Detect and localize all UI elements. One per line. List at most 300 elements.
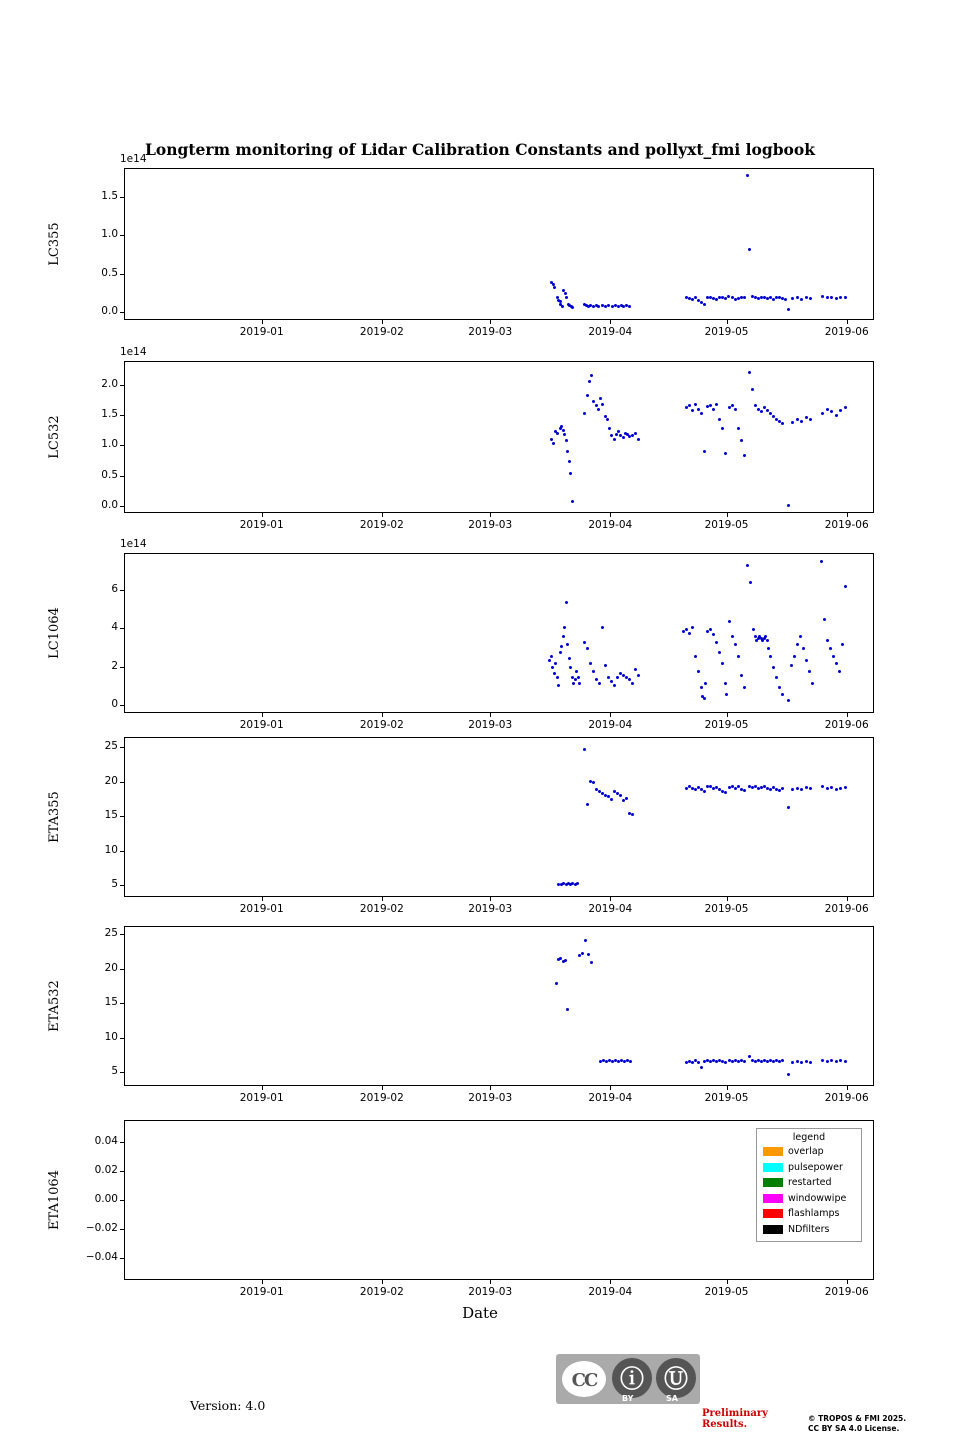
legend-label: windowwipe — [788, 1192, 847, 1204]
legend-swatch-overlap — [763, 1147, 783, 1156]
x-tick-mark — [490, 897, 491, 901]
y-tick-label: −0.04 — [85, 1251, 118, 1264]
data-point — [841, 643, 844, 646]
plot-panel-eta355 — [124, 737, 874, 897]
data-point — [823, 618, 826, 621]
x-tick-label: 2019-03 — [468, 1286, 513, 1298]
y-axis-offset-label: 1e14 — [120, 153, 147, 165]
x-tick-label: 2019-03 — [468, 719, 513, 731]
data-point — [820, 560, 823, 563]
data-point — [566, 450, 569, 453]
x-tick-mark — [382, 897, 383, 901]
data-point — [613, 684, 616, 687]
data-point — [631, 682, 634, 685]
data-point — [697, 1061, 700, 1064]
data-point — [775, 676, 778, 679]
data-point — [796, 787, 799, 790]
legend-item-flashlamps — [763, 1206, 855, 1222]
x-tick-mark — [727, 513, 728, 517]
data-point — [560, 645, 563, 648]
y-tick-label: 2.0 — [101, 378, 118, 391]
x-axis-label: Date — [462, 1304, 498, 1322]
legend-label: flashlamps — [788, 1208, 840, 1220]
data-point — [557, 684, 560, 687]
y-tick-label: 6 — [111, 582, 118, 595]
data-point — [749, 581, 752, 584]
y-axis-label-eta1064: ETA1064 — [47, 1170, 62, 1230]
data-point — [556, 676, 559, 679]
data-point — [610, 434, 613, 437]
data-point — [590, 961, 593, 964]
data-point — [715, 641, 718, 644]
x-tick-label: 2019-01 — [239, 326, 284, 338]
data-point — [551, 666, 554, 669]
y-axis-label-lc355: LC355 — [47, 222, 62, 266]
preliminary-line-1: Preliminary — [702, 1408, 768, 1419]
data-point — [805, 296, 808, 299]
x-tick-mark — [727, 1086, 728, 1090]
data-point — [601, 626, 604, 629]
data-point — [835, 1060, 838, 1063]
data-point — [700, 686, 703, 689]
data-point — [566, 1008, 569, 1011]
data-point — [743, 454, 746, 457]
data-point — [781, 1059, 784, 1062]
data-point — [607, 676, 610, 679]
data-point — [578, 954, 581, 957]
data-point — [832, 655, 835, 658]
data-point — [748, 248, 751, 251]
y-axis-label-eta532: ETA532 — [47, 980, 62, 1032]
data-point — [763, 406, 766, 409]
data-point — [629, 1060, 632, 1063]
data-point — [740, 674, 743, 677]
data-point — [553, 672, 556, 675]
data-point — [781, 693, 784, 696]
data-point — [737, 427, 740, 430]
y-tick-label: 1.5 — [101, 408, 118, 421]
x-tick-mark — [610, 713, 611, 717]
x-tick-label: 2019-01 — [239, 903, 284, 915]
data-point — [791, 1061, 794, 1064]
data-point — [550, 655, 553, 658]
data-point — [838, 670, 841, 673]
x-tick-label: 2019-06 — [824, 519, 869, 531]
data-point — [565, 296, 568, 299]
data-point — [592, 781, 595, 784]
x-tick-mark — [262, 1280, 263, 1284]
data-point — [724, 791, 727, 794]
x-tick-mark — [610, 320, 611, 324]
data-point — [565, 601, 568, 604]
data-point — [565, 439, 568, 442]
data-point — [800, 298, 803, 301]
data-point — [604, 305, 607, 308]
version-text: Version: 4.0 — [190, 1398, 266, 1413]
y-tick-label: 10 — [104, 843, 118, 856]
x-tick-label: 2019-01 — [239, 1092, 284, 1104]
x-tick-label: 2019-02 — [359, 1092, 404, 1104]
axes-area — [124, 737, 874, 897]
data-point — [563, 626, 566, 629]
x-tick-label: 2019-06 — [824, 1286, 869, 1298]
data-point — [715, 298, 718, 301]
data-point — [781, 422, 784, 425]
data-point — [734, 643, 737, 646]
plot-panel-lc532 — [124, 361, 874, 513]
data-point — [577, 676, 580, 679]
data-point — [754, 404, 757, 407]
data-point — [760, 410, 763, 413]
data-point — [697, 670, 700, 673]
y-tick-label: 4 — [111, 621, 118, 634]
data-point — [592, 670, 595, 673]
data-point — [564, 959, 567, 962]
x-tick-label: 2019-04 — [588, 326, 633, 338]
data-point — [772, 415, 775, 418]
data-point — [796, 1060, 799, 1063]
data-point — [583, 641, 586, 644]
x-tick-mark — [727, 1280, 728, 1284]
legend-swatch-pulsepower — [763, 1163, 783, 1172]
data-point — [769, 412, 772, 415]
plot-panel-eta532 — [124, 926, 874, 1086]
x-tick-label: 2019-04 — [588, 903, 633, 915]
data-point — [694, 403, 697, 406]
data-point — [601, 403, 604, 406]
copyright-note — [808, 1414, 906, 1433]
data-point — [694, 296, 697, 299]
data-point — [691, 298, 694, 301]
y-tick-label: 25 — [104, 740, 118, 753]
page-title: Longterm monitoring of Lidar Calibration Constants and pollyxt_fmi logbook — [145, 140, 815, 159]
data-point — [562, 289, 565, 292]
x-tick-mark — [610, 1280, 611, 1284]
data-point — [800, 1061, 803, 1064]
data-point — [821, 295, 824, 298]
y-tick-label: 0.0 — [101, 498, 118, 511]
data-point — [821, 785, 824, 788]
data-point — [805, 1060, 808, 1063]
data-point — [608, 427, 611, 430]
data-point — [718, 651, 721, 654]
data-point — [607, 795, 610, 798]
legend-label: overlap — [788, 1146, 824, 1158]
data-point — [586, 394, 589, 397]
x-tick-label: 2019-05 — [704, 519, 749, 531]
data-point — [592, 400, 595, 403]
data-point — [685, 787, 688, 790]
data-point — [586, 647, 589, 650]
copyright-line-1: © TROPOS & FMI 2025. — [808, 1414, 907, 1423]
y-tick-label: 1.5 — [101, 189, 118, 202]
x-tick-mark — [262, 1086, 263, 1090]
x-tick-mark — [727, 320, 728, 324]
legend-label: NDfilters — [788, 1223, 830, 1235]
data-point — [586, 803, 589, 806]
data-point — [728, 620, 731, 623]
data-point — [809, 1061, 812, 1064]
data-point — [791, 297, 794, 300]
y-axis-label-lc1064: LC1064 — [47, 607, 62, 659]
data-point — [617, 430, 620, 433]
data-point — [743, 1060, 746, 1063]
data-point — [700, 412, 703, 415]
cc-by-glyph: ⓘ — [620, 1364, 644, 1393]
data-point — [606, 418, 609, 421]
legend-swatch-flashlamps — [763, 1209, 783, 1218]
y-axis-offset-label: 1e14 — [120, 538, 147, 550]
data-point — [599, 397, 602, 400]
x-tick-mark — [490, 513, 491, 517]
data-point — [805, 416, 808, 419]
data-point — [728, 406, 731, 409]
data-point — [772, 298, 775, 301]
x-tick-label: 2019-06 — [824, 326, 869, 338]
data-point — [597, 305, 600, 308]
data-point — [637, 438, 640, 441]
plot-panel-lc355 — [124, 168, 874, 320]
data-point — [781, 787, 784, 790]
x-tick-label: 2019-06 — [824, 1092, 869, 1104]
data-point — [685, 628, 688, 631]
x-tick-label: 2019-04 — [588, 1286, 633, 1298]
legend-item-restarted — [763, 1175, 855, 1191]
data-point — [572, 682, 575, 685]
y-tick-label: 5 — [111, 1065, 118, 1078]
legend-item-overlap — [763, 1144, 855, 1160]
data-point — [844, 585, 847, 588]
data-point — [727, 295, 730, 298]
y-tick-label: 5 — [111, 878, 118, 891]
x-tick-mark — [382, 1280, 383, 1284]
data-point — [598, 682, 601, 685]
x-tick-label: 2019-03 — [468, 519, 513, 531]
data-point — [622, 436, 625, 439]
data-point — [802, 647, 805, 650]
data-point — [746, 174, 749, 177]
x-tick-mark — [847, 897, 848, 901]
data-point — [796, 418, 799, 421]
x-tick-label: 2019-06 — [824, 719, 869, 731]
data-point — [731, 635, 734, 638]
data-point — [550, 438, 553, 441]
data-point — [830, 410, 833, 413]
x-tick-mark — [727, 713, 728, 717]
data-point — [805, 786, 808, 789]
data-point — [767, 647, 770, 650]
data-point — [700, 788, 703, 791]
x-tick-mark — [262, 713, 263, 717]
data-point — [740, 439, 743, 442]
axes-area — [124, 168, 874, 320]
y-tick-label: 0 — [111, 698, 118, 711]
data-point — [562, 429, 565, 432]
legend-label: pulsepower — [788, 1161, 843, 1173]
data-point — [712, 633, 715, 636]
data-point — [778, 686, 781, 689]
x-tick-label: 2019-02 — [359, 519, 404, 531]
data-point — [835, 414, 838, 417]
x-tick-label: 2019-05 — [704, 903, 749, 915]
data-point — [725, 693, 728, 696]
y-axis-label-lc532: LC532 — [47, 415, 62, 459]
x-tick-label: 2019-04 — [588, 719, 633, 731]
axes-area — [124, 361, 874, 513]
data-point — [787, 504, 790, 507]
data-point — [721, 427, 724, 430]
data-point — [697, 408, 700, 411]
data-point — [568, 460, 571, 463]
data-point — [844, 296, 847, 299]
data-point — [712, 408, 715, 411]
data-point — [809, 297, 812, 300]
cc-by-label: BY — [622, 1394, 634, 1403]
data-point — [805, 659, 808, 662]
data-point — [752, 628, 755, 631]
data-point — [826, 787, 829, 790]
x-tick-mark — [382, 513, 383, 517]
data-point — [595, 404, 598, 407]
data-point — [590, 374, 593, 377]
data-point — [682, 630, 685, 633]
data-point — [561, 305, 564, 308]
y-tick-label: −0.02 — [85, 1222, 118, 1235]
x-tick-mark — [382, 320, 383, 324]
legend-title: legend — [792, 1132, 826, 1143]
data-point — [553, 286, 556, 289]
data-point — [809, 787, 812, 790]
copyright-line-2: CC BY SA 4.0 License. — [808, 1423, 900, 1433]
x-tick-label: 2019-04 — [588, 519, 633, 531]
data-point — [766, 409, 769, 412]
data-point — [576, 882, 579, 885]
data-point — [569, 666, 572, 669]
data-point — [835, 788, 838, 791]
data-point — [691, 409, 694, 412]
data-point — [691, 626, 694, 629]
x-tick-mark — [610, 897, 611, 901]
x-tick-mark — [262, 513, 263, 517]
data-point — [796, 296, 799, 299]
data-point — [715, 403, 718, 406]
data-point — [772, 666, 775, 669]
data-point — [830, 786, 833, 789]
x-tick-mark — [490, 1086, 491, 1090]
y-tick-label: 10 — [104, 1030, 118, 1043]
legend-item-windowwipe — [763, 1191, 855, 1207]
data-point — [595, 678, 598, 681]
cc-sa-glyph: Ⓤ — [664, 1364, 688, 1393]
y-axis-label-eta355: ETA355 — [47, 791, 62, 843]
x-tick-mark — [382, 1086, 383, 1090]
data-point — [694, 655, 697, 658]
data-point — [578, 682, 581, 685]
x-tick-label: 2019-02 — [359, 326, 404, 338]
data-point — [619, 794, 622, 797]
data-point — [703, 303, 706, 306]
legend-item-pulsepower — [763, 1160, 855, 1176]
cc-by-icon — [612, 1358, 652, 1398]
data-point — [703, 697, 706, 700]
data-point — [622, 799, 625, 802]
x-tick-label: 2019-04 — [588, 1092, 633, 1104]
legend-swatch-ndfilters — [763, 1225, 783, 1234]
data-point — [568, 657, 571, 660]
data-point — [694, 788, 697, 791]
x-tick-label: 2019-03 — [468, 1092, 513, 1104]
data-point — [787, 308, 790, 311]
x-tick-mark — [847, 713, 848, 717]
data-point — [589, 662, 592, 665]
y-tick-label: 20 — [104, 961, 118, 974]
preliminary-line-2: Results. — [702, 1419, 748, 1430]
legend-label: restarted — [788, 1177, 832, 1189]
data-point — [839, 787, 842, 790]
y-tick-label: 0.02 — [94, 1163, 118, 1176]
data-point — [556, 432, 559, 435]
data-point — [555, 982, 558, 985]
x-tick-mark — [727, 897, 728, 901]
data-point — [844, 1060, 847, 1063]
x-tick-label: 2019-02 — [359, 719, 404, 731]
x-tick-mark — [262, 320, 263, 324]
data-point — [826, 408, 829, 411]
data-point — [688, 404, 691, 407]
data-point — [793, 655, 796, 658]
data-point — [769, 655, 772, 658]
x-tick-mark — [847, 513, 848, 517]
data-point — [688, 632, 691, 635]
data-point — [610, 798, 613, 801]
data-point — [552, 442, 555, 445]
y-tick-label: 1.0 — [101, 228, 118, 241]
data-point — [571, 500, 574, 503]
data-point — [554, 662, 557, 665]
data-point — [571, 306, 574, 309]
data-point — [700, 1066, 703, 1069]
data-point — [743, 789, 746, 792]
data-point — [634, 668, 637, 671]
data-point — [691, 1061, 694, 1064]
data-point — [581, 952, 584, 955]
x-tick-mark — [490, 320, 491, 324]
y-tick-label: 0.0 — [101, 305, 118, 318]
legend — [756, 1128, 862, 1242]
data-point — [724, 682, 727, 685]
data-point — [830, 296, 833, 299]
data-point — [628, 678, 631, 681]
data-point — [718, 418, 721, 421]
legend-item-ndfilters — [763, 1222, 855, 1238]
data-point — [757, 408, 760, 411]
data-point — [791, 421, 794, 424]
x-tick-mark — [490, 713, 491, 717]
axes-area — [124, 553, 874, 713]
data-point — [743, 686, 746, 689]
x-tick-label: 2019-05 — [704, 719, 749, 731]
x-tick-mark — [610, 513, 611, 517]
data-point — [829, 647, 832, 650]
x-tick-mark — [610, 1086, 611, 1090]
data-point — [583, 412, 586, 415]
legend-swatch-windowwipe — [763, 1194, 783, 1203]
data-point — [787, 806, 790, 809]
data-point — [800, 788, 803, 791]
x-tick-label: 2019-03 — [468, 903, 513, 915]
data-point — [799, 635, 802, 638]
data-point — [560, 425, 563, 428]
